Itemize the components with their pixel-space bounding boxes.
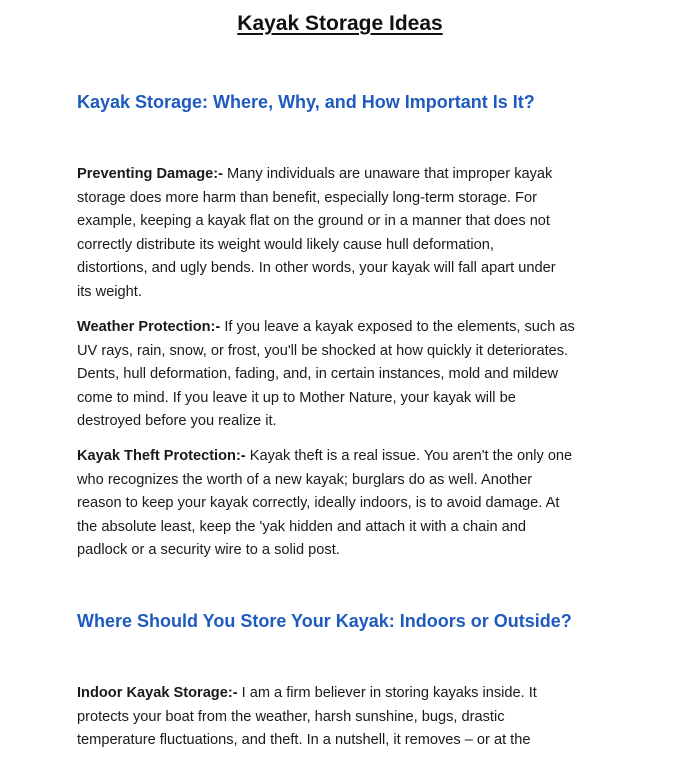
document-title: Kayak Storage Ideas (237, 12, 443, 35)
paragraph-line (77, 445, 617, 469)
paragraph-line (77, 316, 617, 340)
paragraph-line: example, keeping a kayak flat on the ground or in a manner that does not (77, 213, 550, 229)
paragraph-line: its weight. (77, 283, 142, 300)
line-text: Many individuals are unaware that improper kayak (222, 166, 553, 182)
paragraph-line: destroyed before you realize it. (77, 413, 277, 429)
line-text: I am a firm believer in storing kayaks inside. It (237, 685, 537, 701)
paragraph-lead: Indoor Kayak Storage:- (77, 685, 238, 701)
paragraph-line: reason to keep your kayak correctly, ideally indoors, is to avoid damage. At (77, 495, 560, 511)
paragraph-line: protects your boat from the weather, harsh sunshine, bugs, drastic (77, 708, 505, 725)
paragraph-line: correctly distribute its weight would likely cause hull deformation, (77, 236, 494, 253)
paragraph-line: storage does more harm than benefit, especially long-term storage. For (77, 189, 537, 206)
paragraph-line (77, 163, 617, 187)
paragraph-weather-protection (77, 316, 617, 434)
line-text: Kayak theft is a real issue. You aren't the only one (245, 448, 573, 464)
paragraph-line: UV rays, rain, snow, or frost, you'll be shocked at how quickly it deteriorates. (77, 342, 569, 359)
paragraph-lead: Preventing Damage:- (77, 166, 223, 182)
line-text: If you leave a kayak exposed to the elements, such as (220, 319, 575, 335)
paragraph-line (77, 682, 617, 706)
paragraph-line: padlock or a security wire to a solid post. (77, 542, 340, 558)
section-heading-indoors-or-outside: Where Should You Store Your Kayak: Indoors or Outside? (77, 611, 572, 631)
section-heading-storage-importance: Kayak Storage: Where, Why, and How Important Is It? (77, 92, 535, 112)
paragraph-line: Dents, hull deformation, fading, and, in certain instances, mold and mildew (77, 366, 559, 382)
paragraph-line: temperature fluctuations, and theft. In a nutshell, it removes – or at the (77, 732, 531, 748)
paragraph-lead: Weather Protection:- (77, 319, 221, 335)
paragraph-theft-protection (77, 445, 617, 563)
paragraph-lead: Kayak Theft Protection:- (77, 448, 246, 464)
paragraph-line: who recognizes the worth of a new kayak; burglars do as well. Another (77, 471, 533, 488)
paragraph-line: distortions, and ugly bends. In other words, your kayak will fall apart under (77, 260, 556, 276)
paragraph-preventing-damage (77, 163, 617, 304)
paragraph-line: the absolute least, keep the 'yak hidden and attach it with a chain and (77, 518, 527, 535)
paragraph-indoor-storage (77, 682, 617, 753)
paragraph-line: come to mind. If you leave it up to Mother Nature, your kayak will be (77, 389, 516, 406)
